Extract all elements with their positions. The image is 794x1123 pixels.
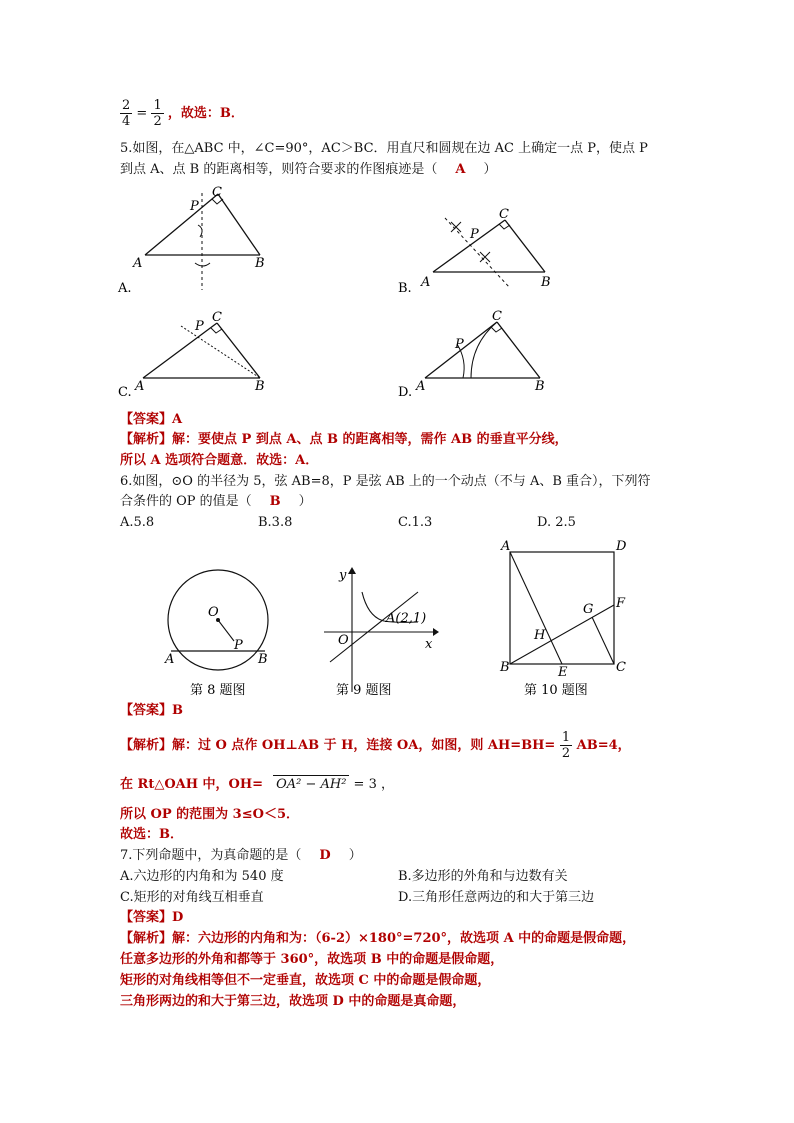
- q6-line1: 6.如图，⊙O 的半径为 5，弦 AB=8，P 是弦 AB 上的一个动点（不与 A、B 重合），下列符: [120, 474, 651, 489]
- q6-explanation-1: 【解析】解：过 O 点作 OH⊥AB 于 H，连接 OA，如图，则 AH=BH= $\frac{1}{2}$ AB=4，: [120, 730, 631, 761]
- caption-fig10: 第 10 题图: [524, 683, 588, 698]
- label-b: B: [500, 660, 510, 675]
- graph-figure: [318, 562, 443, 700]
- label-point: A(2,1): [386, 611, 427, 626]
- x-axis-arrow-icon: [433, 628, 439, 636]
- label-p: P: [470, 227, 479, 242]
- label-c: C: [212, 185, 222, 200]
- q5-line2: 到点 A、点 B 的距离相等，则符合要求的作图痕迹是（ A ）: [120, 162, 497, 177]
- q5-figure-d: [395, 308, 565, 400]
- q7-answer: D: [319, 848, 331, 863]
- label-a: A: [135, 379, 145, 394]
- arc-mark: [198, 225, 202, 237]
- label-origin: O: [338, 633, 349, 648]
- label-c: C: [616, 660, 626, 675]
- q6-option-c: C.1.3: [398, 515, 433, 530]
- q6-option-d: D. 2.5: [537, 515, 576, 530]
- fraction-2-4: $\frac{2}{4}$: [122, 98, 131, 129]
- caption-fig8: 第 8 题图: [190, 683, 246, 698]
- label-x: x: [425, 637, 433, 652]
- q7-explanation-1: 【解析】解：六边形的内角和为：（6-2）×180°=720°，故选项 A 中的命题是假命题，: [120, 931, 636, 946]
- square-root-expression: OA² − AH²: [273, 775, 349, 794]
- label-h: H: [534, 628, 546, 643]
- square-figure: [492, 537, 632, 700]
- q7-explanation-3: 矩形的对角线相等但不一定垂直，故选项 C 中的命题是假命题，: [120, 973, 491, 988]
- label-c: C: [499, 207, 509, 222]
- caption-fig9: 第 9 题图: [336, 683, 392, 698]
- label-p: P: [234, 638, 243, 653]
- option-label-d: D.: [398, 385, 413, 400]
- q6-explanation-3: 所以 OP 的范围为 3≤O＜5．: [120, 807, 299, 822]
- side-bc: [218, 194, 260, 255]
- label-a: A: [133, 256, 143, 271]
- side-ac: [145, 194, 218, 255]
- q5-figure-c: [115, 308, 285, 400]
- q6-option-b: B.3.8: [258, 515, 293, 530]
- q5-answer: A: [455, 162, 466, 177]
- circle-figure: [160, 565, 280, 700]
- arc-mark: [195, 263, 210, 266]
- fraction-1-2: $\frac{1}{2}$: [561, 730, 571, 761]
- side-ac: [433, 220, 505, 272]
- side-bc: [505, 220, 545, 272]
- label-g: G: [583, 602, 594, 617]
- label-b: B: [535, 379, 545, 394]
- q7-option-a: A.六边形的内角和为 540 度: [120, 869, 284, 884]
- label-c: C: [492, 309, 502, 324]
- side-bc: [217, 323, 260, 378]
- q7-option-c: C.矩形的对角线互相垂直: [120, 890, 264, 905]
- top-result-line: $\frac{2}{4}$ = $\frac{1}{2}$ ，故选：B．: [122, 98, 244, 129]
- label-c: C: [212, 310, 222, 325]
- side-ac: [143, 323, 217, 378]
- label-o: O: [208, 605, 219, 620]
- q7-option-d: D.三角形任意两边的和大于第三边: [398, 890, 595, 905]
- label-p: P: [455, 337, 464, 352]
- cross-mark: [480, 252, 490, 262]
- segment-gc: [592, 617, 614, 664]
- option-label-c: C.: [118, 385, 132, 400]
- linear-function-line: [330, 592, 418, 662]
- q5-explanation-1: 【解析】解：要使点 P 到点 A、点 B 的距离相等，需作 AB 的垂直平分线，: [120, 432, 568, 447]
- q6-answer-label: 【答案】B: [120, 703, 183, 718]
- label-a: A: [416, 379, 426, 394]
- segment-op: [218, 620, 234, 641]
- q6-line2: 合条件的 OP 的值是（ B ）: [120, 494, 312, 509]
- label-e: E: [558, 665, 568, 680]
- label-p: P: [195, 319, 204, 334]
- label-a: A: [165, 652, 175, 667]
- q7-line1: 7.下列命题中，为真命题的是（ D ）: [120, 848, 362, 863]
- label-d: D: [616, 539, 627, 554]
- q7-explanation-4: 三角形两边的和大于第三边，故选项 D 中的命题是真命题，: [120, 994, 466, 1009]
- q7-answer-label: 【答案】D: [120, 910, 184, 925]
- segment-bf: [510, 605, 614, 664]
- label-b: B: [255, 379, 265, 394]
- label-f: F: [616, 596, 626, 611]
- fraction-1-2: $\frac{1}{2}$: [153, 98, 162, 129]
- q6-explanation-2: 在 Rt△OAH 中，OH= OA² − AH² = 3 ，: [120, 777, 394, 792]
- construction-line: [181, 326, 260, 378]
- label-b: B: [255, 256, 265, 271]
- q7-option-b: B.多边形的外角和与边数有关: [398, 869, 568, 884]
- side-bc: [497, 322, 540, 378]
- q6-option-a: A.5.8: [120, 515, 155, 530]
- cross-mark: [451, 222, 461, 232]
- label-a: A: [501, 539, 511, 554]
- q6-explanation-4: 故选：B．: [120, 827, 183, 842]
- label-b: B: [258, 652, 268, 667]
- label-b: B: [541, 275, 551, 290]
- option-label-a: A.: [118, 281, 132, 295]
- q5-figure-b: [395, 200, 565, 300]
- y-axis-arrow-icon: [348, 567, 356, 574]
- square-abcd: [510, 552, 614, 664]
- compass-arc: [471, 322, 497, 378]
- q7-explanation-2: 任意多边形的外角和都等于 360°，故选项 B 中的命题是假命题，: [120, 952, 504, 967]
- label-a: A: [421, 275, 431, 290]
- q5-explanation-2: 所以 A 选项符合题意．故选：A．: [120, 453, 319, 468]
- segment-ae: [510, 552, 562, 664]
- label-y: y: [339, 568, 347, 583]
- q6-answer: B: [269, 494, 281, 509]
- label-p: P: [190, 199, 199, 214]
- right-angle-mark: [491, 327, 502, 332]
- right-angle-mark: [211, 328, 222, 333]
- q5-line1: 5.如图，在△ABC 中，∠C=90°，AC＞BC．用直尺和圆规在边 AC 上确定一点 P，使点 P: [120, 141, 648, 156]
- q5-figure-a: [115, 185, 285, 295]
- q5-answer-label: 【答案】A: [120, 412, 183, 427]
- option-label-b: B.: [398, 281, 412, 296]
